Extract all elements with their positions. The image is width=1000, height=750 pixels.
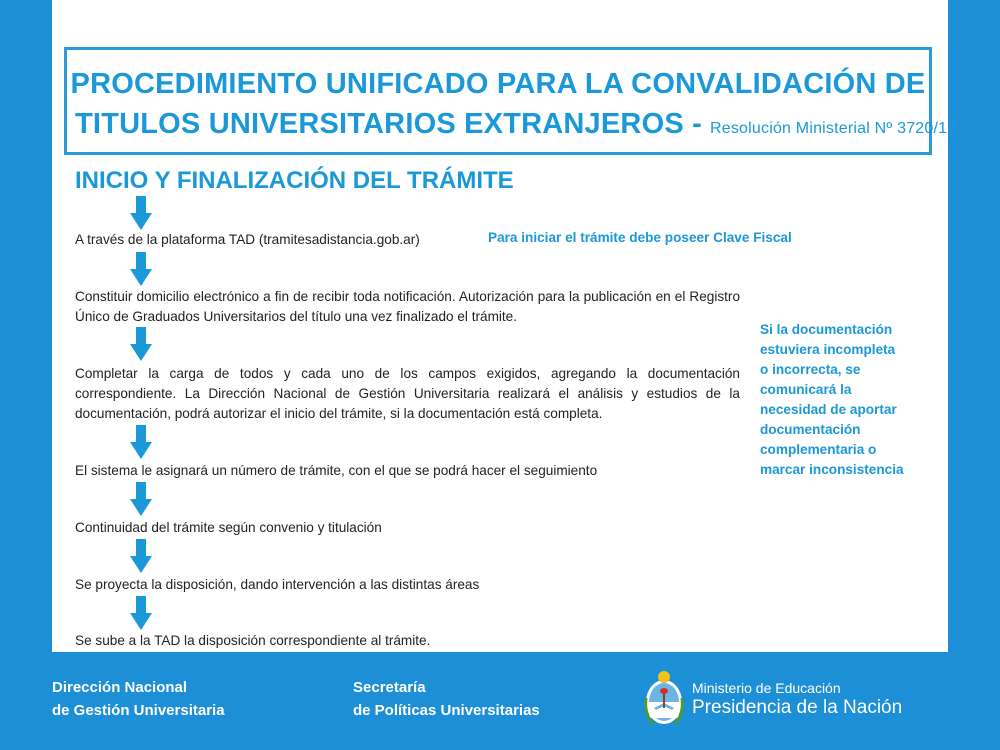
note-documentacion: Si la documentación estuviera incompleta o incorrecta, se comunicará la necesidad de aportar documentación complementaria o marcar inconsistencia [760,322,904,477]
step-4: El sistema le asignará un número de trámite, con el que se podrá hacer el seguimiento [75,463,598,478]
presidencia-label: Presidencia de la Nación [692,697,903,718]
note-clave-fiscal: Para iniciar el trámite debe poseer Clave Fiscal [488,230,792,245]
step-2: Constituir domicilio electrónico a fin de recibir toda notificación. Autorización para la publicación en el Registro Único de Graduados Universitarios del título una vez finalizado el trámite. [75,289,740,324]
footer-direccion: Dirección Nacional de Gestión Universitaria [52,679,225,719]
section-title: INICIO Y FINALIZACIÓN DEL TRÁMITE [75,167,514,194]
title-box [64,47,957,155]
step-1: A través de la plataforma TAD (tramitesadistancia.gob.ar) [75,232,420,247]
footer-secretaria: Secretaría de Políticas Universitarias [353,679,540,719]
step-5: Continuidad del trámite según convenio y titulación [75,520,382,535]
arrow-down-icon [130,596,152,630]
arrow-down-icon [130,327,152,361]
title-line-1: PROCEDIMIENTO UNIFICADO PARA LA CONVALIDACIÓN DE [70,68,926,100]
title-line-2-text: TITULOS UNIVERSITARIOS EXTRANJEROS - [75,108,702,140]
arrow-down-icon [130,196,152,230]
ministerio-label: Ministerio de Educación [692,680,841,696]
resolution-label: Resolución Ministerial Nº 3720/17 [710,120,957,137]
arrow-down-icon [130,539,152,573]
step-6: Se proyecta la disposición, dando intervención a las distintas áreas [75,577,480,592]
step-3: Completar la carga de todos y cada uno de los campos exigidos, agregando la documentación correspondiente. La Dirección Nacional de Gestión Universitaria realizará el análisis y estudios de la documentación, podrá autorizar el inicio del trámite, si la documentación está completa. [75,366,740,421]
arrow-down-icon [130,425,152,459]
title-line-2 [75,108,957,141]
step-7: Se sube a la TAD la disposición correspondiente al trámite. [75,633,431,648]
arrow-down-icon [130,252,152,286]
arrow-down-icon [130,482,152,516]
escudo-nacional-icon [642,668,686,726]
